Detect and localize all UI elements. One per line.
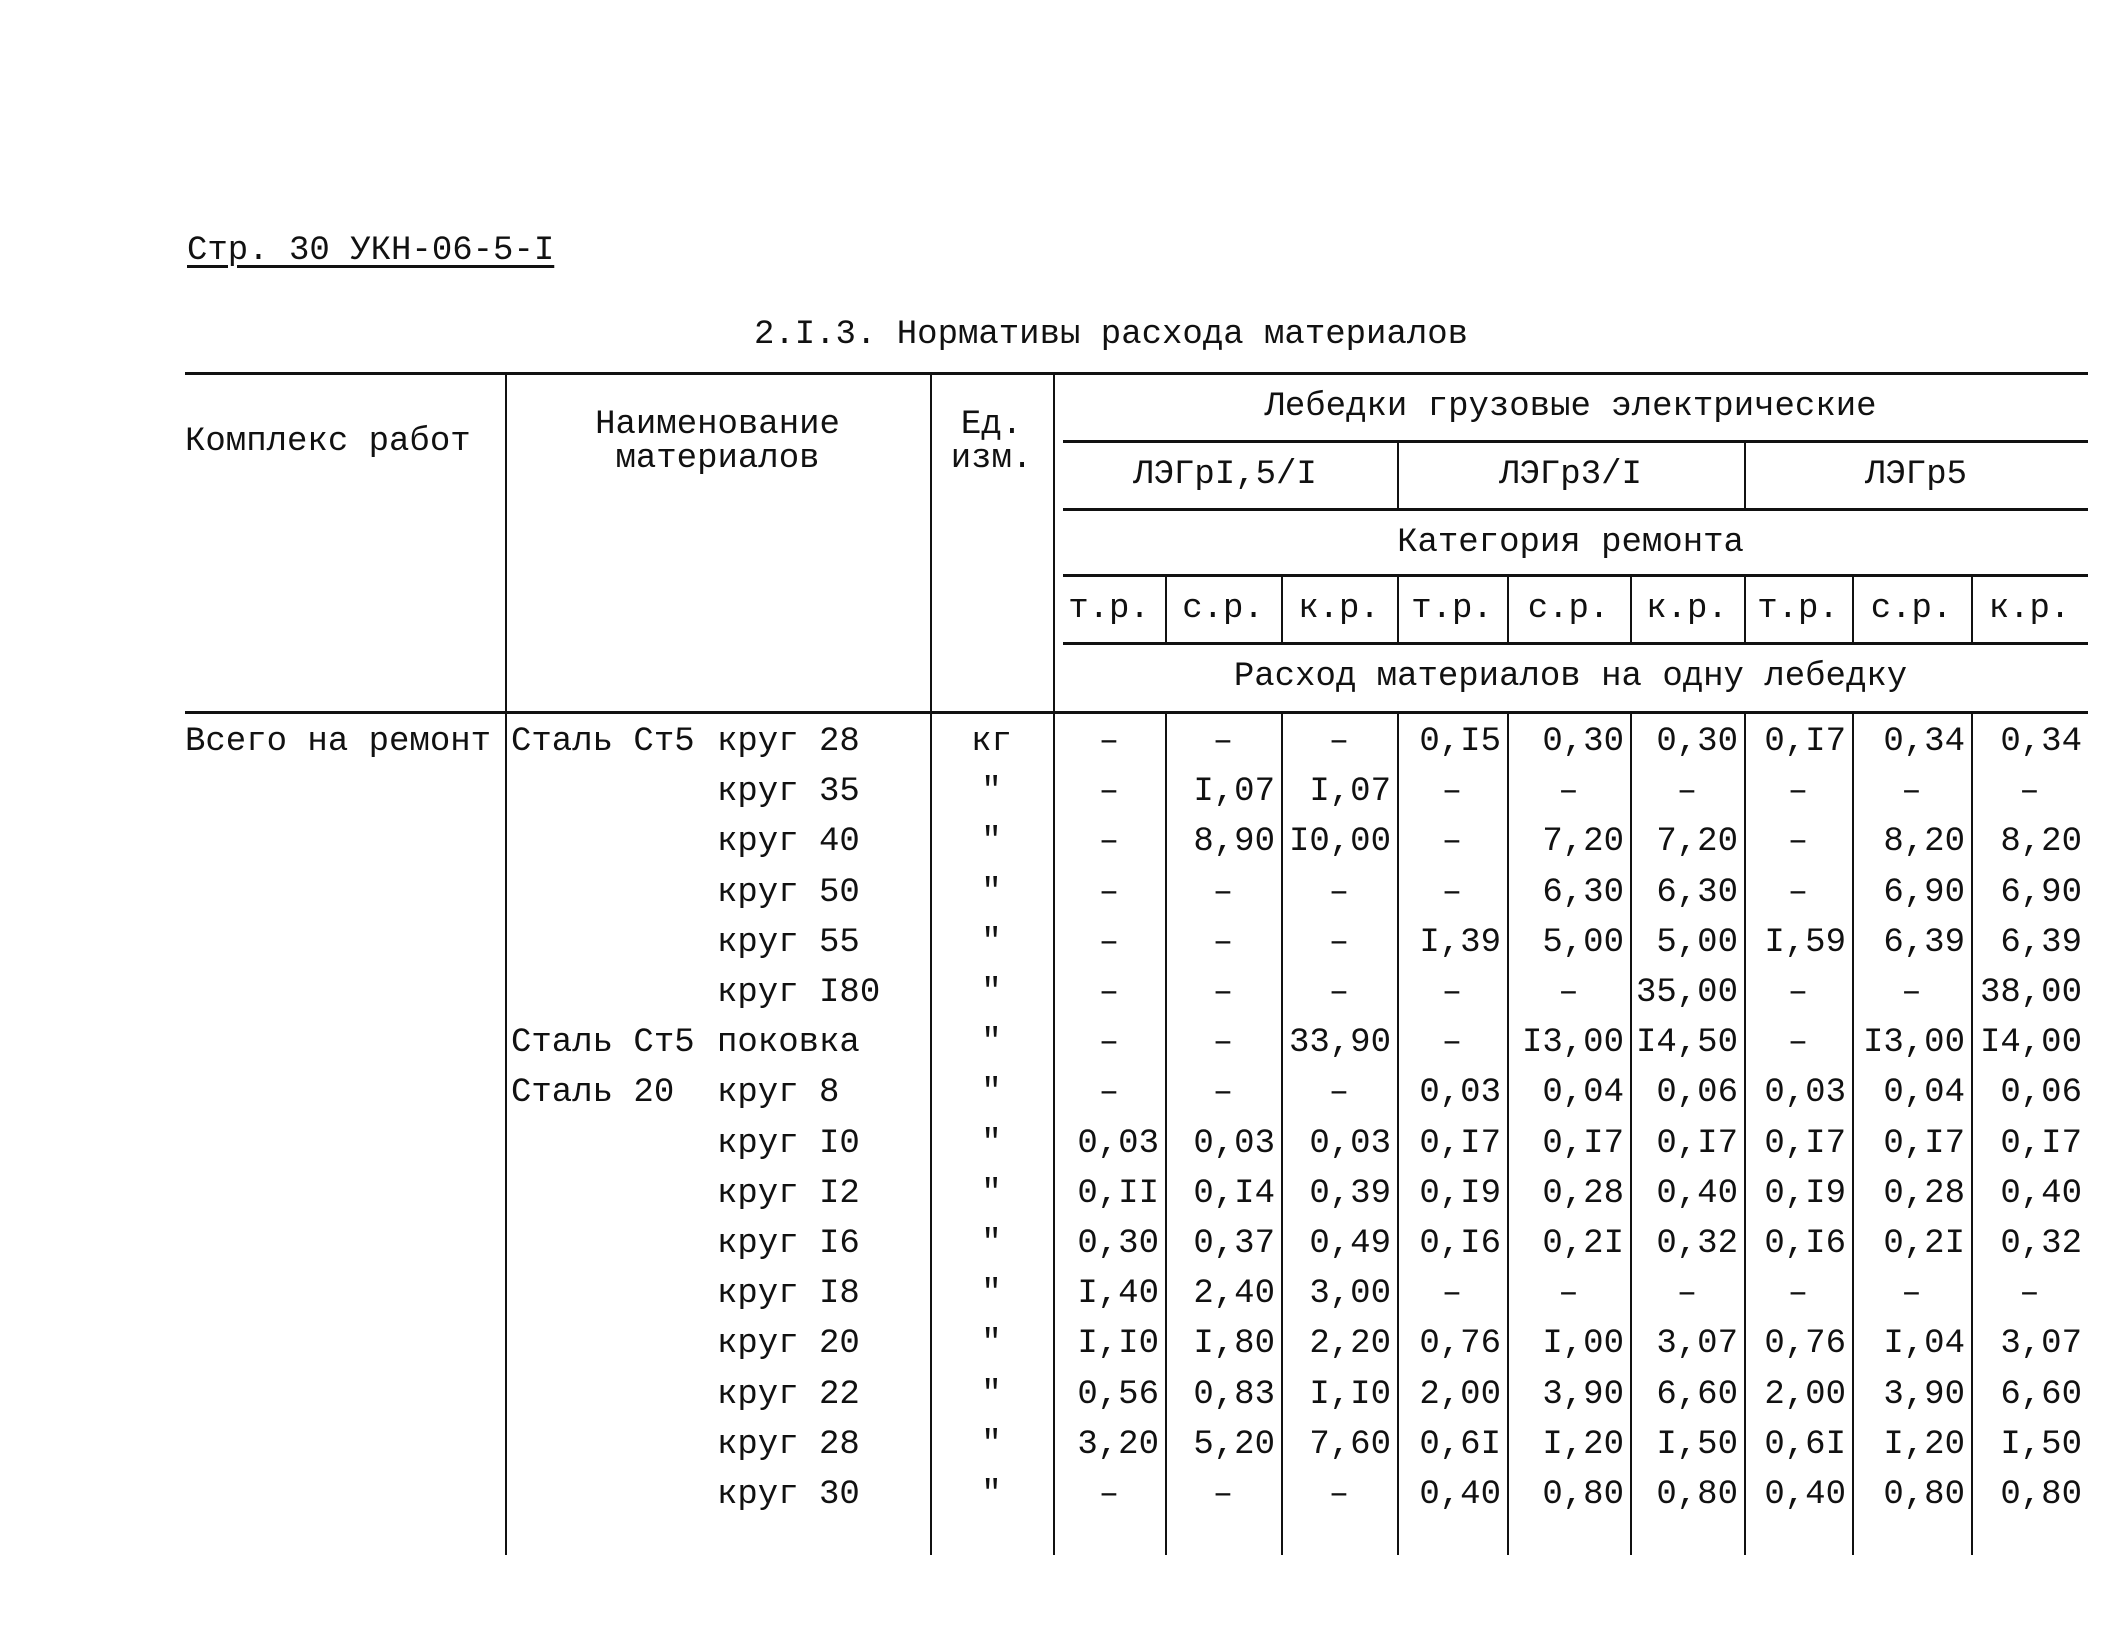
table-cell: 0,40 (2000, 1174, 2082, 1213)
table-cell: 0,04 (1542, 1074, 1624, 1113)
row-unit: " (981, 1425, 1002, 1464)
table-cell: 6,90 (2000, 873, 2082, 912)
table-cell: 0,34 (2000, 723, 2082, 761)
table-cell: – (1901, 974, 1922, 1012)
table-cell: 0,06 (2000, 1074, 2082, 1113)
table-cell: I4,50 (1635, 1024, 1738, 1063)
table-cell: 0,80 (2000, 1476, 2082, 1514)
row-unit: " (981, 974, 1002, 1012)
header-material: Наименование материалов (595, 406, 840, 478)
header-group: Лебедки грузовые электрические (1264, 388, 1877, 426)
table-cell: – (1328, 1074, 1350, 1113)
table-cell: 0,2I (1883, 1225, 1965, 1263)
table-cell: 6,60 (2000, 1375, 2082, 1414)
table-cell: I4,00 (1979, 1024, 2082, 1063)
table-cell: 0,49 (1309, 1225, 1391, 1263)
table-cell: – (1676, 1275, 1698, 1314)
row-unit: " (981, 1476, 1002, 1514)
table-cell: – (1098, 1024, 1120, 1063)
table-cell: 35,00 (1635, 974, 1738, 1012)
table-cell: – (1212, 1476, 1234, 1514)
table-cell: 5,00 (1656, 923, 1738, 962)
table-cell: 0,I7 (1542, 1124, 1624, 1163)
header-model-1: ЛЭГр3/I (1499, 456, 1642, 494)
table-cell: 0,I7 (1883, 1124, 1965, 1163)
header-repair-type: т.р. (1757, 590, 1839, 628)
row-material: Сталь Ст5 (511, 1024, 695, 1063)
row-unit: кг (971, 723, 1012, 761)
table-cell: 2,00 (1419, 1375, 1501, 1414)
table-cell: 0,03 (1077, 1124, 1159, 1163)
table-cell: – (1441, 1024, 1463, 1063)
table-cell: 6,90 (1883, 873, 1965, 912)
table-cell: 0,6I (1764, 1425, 1846, 1464)
table-cell: – (1098, 723, 1120, 761)
table-cell: – (1328, 873, 1350, 912)
table-cell: 0,40 (1764, 1476, 1846, 1514)
table-cell: 0,28 (1542, 1174, 1624, 1213)
table-cell: 0,I7 (1764, 723, 1846, 761)
table-cell: I,04 (1883, 1325, 1965, 1364)
page-reference: Стр. 30 УКН-06-5-I (187, 232, 555, 270)
table-cell: – (1098, 823, 1120, 862)
row-unit: " (981, 923, 1002, 962)
table-cell: – (1212, 1074, 1234, 1113)
row-size: круг 55 (717, 923, 860, 962)
table-cell: 6,60 (1656, 1375, 1738, 1414)
table-cell: – (1441, 974, 1463, 1012)
row-unit: " (981, 1225, 1002, 1263)
table-cell: 0,I4 (1193, 1174, 1275, 1213)
table-cell: 3,20 (1077, 1425, 1159, 1464)
table-cell: 7,20 (1656, 823, 1738, 862)
table-cell: 0,30 (1077, 1225, 1159, 1263)
table-cell: I,50 (1656, 1425, 1738, 1464)
table-cell: 6,39 (2000, 923, 2082, 962)
header-repair-type: с.р. (1870, 590, 1953, 628)
table-cell: 0,I7 (1764, 1124, 1846, 1163)
table-cell: 6,30 (1542, 873, 1624, 912)
row-unit: " (981, 773, 1002, 812)
table-cell: 0,6I (1419, 1425, 1501, 1464)
row-material: Сталь 20 (511, 1074, 675, 1113)
table-cell: I,00 (1542, 1325, 1624, 1364)
table-cell: 3,07 (2000, 1325, 2082, 1364)
row-unit: " (981, 1074, 1002, 1113)
table-cell: – (1558, 1275, 1579, 1314)
table-cell: 7,20 (1542, 823, 1624, 862)
row-size: круг 8 (717, 1074, 840, 1113)
row-size: круг I2 (717, 1174, 860, 1213)
table-cell: I,07 (1309, 773, 1391, 812)
row-size: круг 40 (717, 823, 860, 862)
header-rule (1063, 642, 2088, 645)
table-cell: 0,I6 (1764, 1225, 1846, 1263)
row-unit: " (981, 1174, 1002, 1213)
table-cell: 0,I7 (1656, 1124, 1738, 1163)
row-unit: " (981, 873, 1002, 912)
row-size: круг 35 (717, 773, 860, 812)
table-cell: 0,28 (1883, 1174, 1965, 1213)
table-cell: 6,39 (1883, 923, 1965, 962)
header-rule (1063, 440, 2088, 443)
table-cell: 0,I9 (1419, 1174, 1501, 1213)
table-cell: – (1787, 974, 1809, 1012)
table-cell: 0,03 (1309, 1124, 1391, 1163)
table-cell: – (2019, 1275, 2040, 1314)
header-repair-type: к.р. (1988, 590, 2071, 628)
table-cell: 0,32 (1656, 1225, 1738, 1263)
table-cell: I,20 (1883, 1425, 1965, 1464)
header-model-2: ЛЭГр5 (1864, 456, 1968, 494)
header-unit: Ед. изм. (950, 406, 1033, 478)
header-complex: Комплекс работ (185, 423, 471, 461)
row-unit: " (981, 1375, 1002, 1414)
header-rule (1063, 574, 2088, 577)
table-cell: – (1441, 773, 1463, 812)
table-cell: – (1901, 1275, 1922, 1314)
row-size: круг 20 (717, 1325, 860, 1364)
complex-label: Всего на ремонт (185, 723, 492, 761)
table-cell: – (1098, 873, 1120, 912)
row-size: круг 28 (717, 1425, 860, 1464)
table-cell: – (1098, 773, 1120, 812)
table-cell: – (1558, 974, 1579, 1012)
table-cell: 0,37 (1193, 1225, 1275, 1263)
table-cell: – (1441, 1275, 1463, 1314)
header-consumption: Расход материалов на одну лебедку (1233, 658, 1908, 696)
table-cell: I3,00 (1521, 1024, 1624, 1063)
row-size: поковка (717, 1024, 860, 1063)
table-cell: I,I0 (1077, 1325, 1159, 1364)
header-category: Категория ремонта (1397, 524, 1744, 562)
row-unit: " (981, 1024, 1002, 1063)
table-cell: I,80 (1193, 1325, 1275, 1364)
table-top-rule (185, 372, 2088, 375)
table-cell: – (1558, 773, 1579, 812)
table-cell: – (1328, 974, 1350, 1012)
table-cell: 0,80 (1542, 1476, 1624, 1514)
row-unit: " (981, 1325, 1002, 1364)
table-cell: – (1098, 923, 1120, 962)
table-cell: 3,00 (1309, 1275, 1391, 1314)
table-cell: – (1787, 873, 1809, 912)
table-cell: 0,04 (1883, 1074, 1965, 1113)
table-cell: – (1098, 974, 1120, 1012)
table-cell: 2,00 (1764, 1375, 1846, 1414)
table-cell: – (1212, 923, 1234, 962)
table-cell: 0,II (1077, 1174, 1159, 1213)
section-title: 2.I.3. Нормативы расхода материалов (753, 316, 1469, 354)
table-cell: 7,60 (1309, 1425, 1391, 1464)
table-cell: 8,90 (1193, 823, 1275, 862)
table-cell: – (1098, 1476, 1120, 1514)
header-repair-type: с.р. (1527, 590, 1610, 628)
table-cell: 0,06 (1656, 1074, 1738, 1113)
header-repair-type: с.р. (1182, 590, 1264, 628)
row-size: круг I6 (717, 1225, 860, 1263)
header-repair-type: к.р. (1298, 590, 1380, 628)
table-cell: 0,80 (1883, 1476, 1965, 1514)
row-unit: " (981, 1124, 1002, 1163)
table-cell: 0,39 (1309, 1174, 1391, 1213)
table-cell: 0,I5 (1419, 723, 1501, 761)
table-cell: 0,I7 (2000, 1124, 2082, 1163)
row-size: круг 30 (717, 1476, 860, 1514)
header-bottom-rule (185, 711, 2088, 714)
table-cell: I,I0 (1309, 1375, 1391, 1414)
table-cell: 38,00 (1979, 974, 2082, 1012)
row-size: круг I8 (717, 1275, 860, 1314)
table-cell: – (2019, 773, 2040, 812)
table-cell: 0,34 (1883, 723, 1965, 761)
table-cell: 8,20 (2000, 823, 2082, 862)
table-cell: I,39 (1419, 923, 1501, 962)
table-cell: 0,80 (1656, 1476, 1738, 1514)
row-unit: " (981, 823, 1002, 862)
table-cell: – (1328, 723, 1350, 761)
row-size: круг I0 (717, 1124, 860, 1163)
table-cell: – (1676, 773, 1698, 812)
table-cell: 0,30 (1542, 723, 1624, 761)
table-cell: – (1212, 873, 1234, 912)
table-cell: 0,I6 (1419, 1225, 1501, 1263)
column-divider (505, 372, 507, 1555)
table-cell: – (1787, 823, 1809, 862)
row-material: Сталь Ст5 (511, 723, 695, 761)
table-cell: 0,56 (1077, 1375, 1159, 1414)
table-cell: 0,76 (1419, 1325, 1501, 1364)
table-cell: 0,40 (1656, 1174, 1738, 1213)
table-cell: – (1787, 1024, 1809, 1063)
row-size: круг 50 (717, 873, 860, 912)
table-cell: 8,20 (1883, 823, 1965, 862)
header-repair-type: т.р. (1068, 590, 1150, 628)
table-cell: – (1441, 823, 1463, 862)
header-repair-type: т.р. (1411, 590, 1493, 628)
table-cell: 0,I7 (1419, 1124, 1501, 1163)
table-cell: 0,83 (1193, 1375, 1275, 1414)
table-cell: 6,30 (1656, 873, 1738, 912)
table-cell: – (1212, 1024, 1234, 1063)
table-cell: – (1098, 1074, 1120, 1113)
table-cell: 0,03 (1193, 1124, 1275, 1163)
table-cell: 2,20 (1309, 1325, 1391, 1364)
table-cell: I,50 (2000, 1425, 2082, 1464)
table-cell: I,07 (1193, 773, 1275, 812)
table-cell: 3,07 (1656, 1325, 1738, 1364)
table-cell: – (1441, 873, 1463, 912)
row-size: круг I80 (717, 974, 881, 1012)
table-cell: – (1901, 773, 1922, 812)
table-cell: 0,03 (1764, 1074, 1846, 1113)
table-cell: 3,90 (1883, 1375, 1965, 1414)
table-cell: 33,90 (1288, 1024, 1391, 1063)
table-cell: 0,32 (2000, 1225, 2082, 1263)
table-cell: – (1787, 773, 1809, 812)
table-cell: – (1212, 974, 1234, 1012)
table-cell: 0,I9 (1764, 1174, 1846, 1213)
table-cell: – (1787, 1275, 1809, 1314)
table-cell: I,40 (1077, 1275, 1159, 1314)
table-cell: I,59 (1764, 923, 1846, 962)
table-cell: 2,40 (1193, 1275, 1275, 1314)
header-model-0: ЛЭГрI,5/I (1133, 456, 1317, 494)
table-cell: 5,00 (1542, 923, 1624, 962)
table-cell: 0,76 (1764, 1325, 1846, 1364)
table-cell: – (1328, 1476, 1350, 1514)
table-cell: 3,90 (1542, 1375, 1624, 1414)
header-rule (1063, 508, 2088, 511)
table-cell: 5,20 (1193, 1425, 1275, 1464)
table-cell: 0,40 (1419, 1476, 1501, 1514)
table-cell: 0,2I (1542, 1225, 1624, 1263)
table-cell: – (1212, 723, 1234, 761)
row-unit: " (981, 1275, 1002, 1314)
table-cell: 0,03 (1419, 1074, 1501, 1113)
table-cell: I3,00 (1862, 1024, 1965, 1063)
table-cell: I,20 (1542, 1425, 1624, 1464)
table-cell: – (1328, 923, 1350, 962)
table-cell: 0,30 (1656, 723, 1738, 761)
row-size: круг 28 (717, 723, 860, 761)
header-repair-type: к.р. (1646, 590, 1728, 628)
row-size: круг 22 (717, 1375, 860, 1414)
table-cell: I0,00 (1288, 823, 1391, 862)
